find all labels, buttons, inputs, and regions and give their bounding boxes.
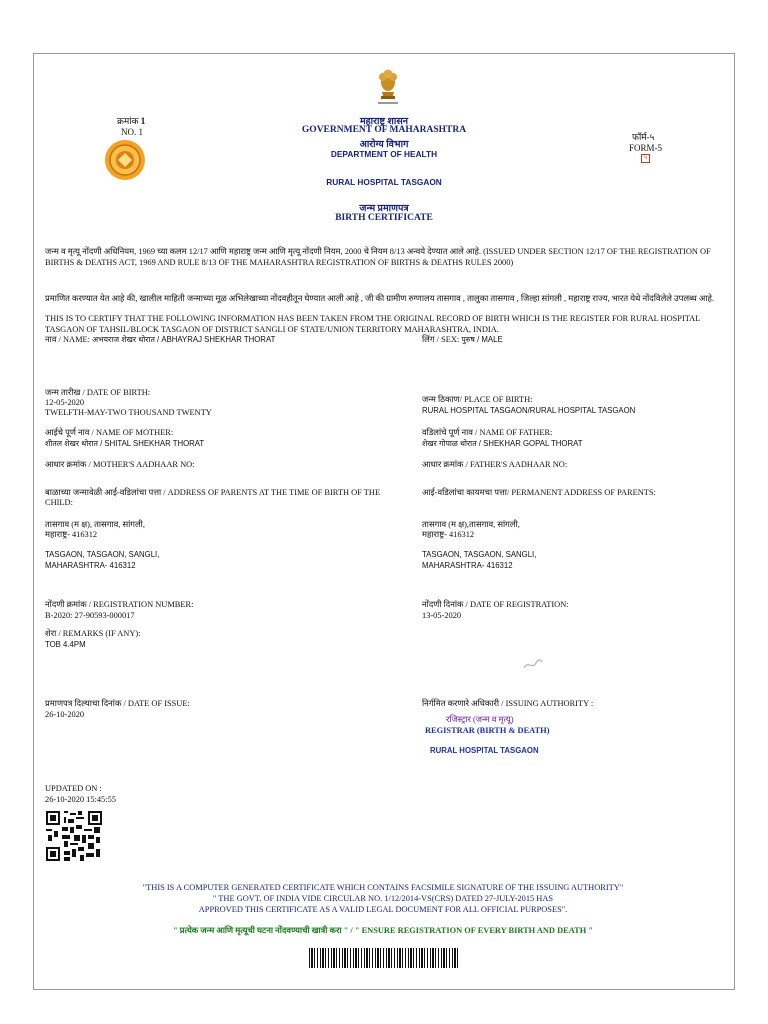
- name-value: अभयराज शेखर थोरात / ABHAYRAJ SHEKHAR THORAT: [92, 335, 276, 344]
- dob-value: 12-05-2020: [45, 398, 85, 407]
- address-time-en-2: MAHARASHTRA- 416312: [45, 561, 136, 570]
- registrar-title: REGISTRAR (BIRTH & DEATH): [425, 726, 550, 735]
- form-mark: ५: [643, 155, 648, 161]
- dept-title: DEPARTMENT OF HEALTH: [330, 149, 438, 159]
- father-value: शेखर गोपाळ थोरात / SHEKHAR GOPAL THORAT: [422, 439, 583, 448]
- address-perm-label: आई-वडिलांचा कायमचा पत्ता/ PERMANENT ADDRESS OF PARENTS:: [422, 488, 656, 497]
- marathi-govt: महाराष्ट्र शासन: [359, 117, 409, 127]
- footer-line-2: " THE GOVT. OF INDIA VIDE CIRCULAR NO. 1/12/2014-VS(CRS) DATED 27-JULY-2015 HAS: [212, 894, 554, 903]
- krmank-block: [117, 116, 145, 127]
- address-time-marathi-2: महाराष्ट्र- 416312: [45, 530, 98, 539]
- slogan-marathi: " प्रत्येक जन्म आणि मृत्यूची घटना नोंदवण्याची खात्री करा " /: [173, 926, 353, 935]
- mother-aadhaar-label: आधार क्रमांक / MOTHER'S AADHAAR NO:: [45, 460, 195, 469]
- hospital-title: RURAL HOSPITAL TASGAON: [326, 177, 442, 187]
- updated-value: 26-10-2020 15:45:55: [45, 795, 116, 804]
- marathi-dept: आरोग्य विभाग: [359, 140, 409, 150]
- address-perm-en-2: MAHARASHTRA- 416312: [422, 561, 513, 570]
- updated-label: UPDATED ON :: [45, 784, 102, 793]
- reg-date-label: नोंदणी दिनांक / DATE OF REGISTRATION:: [422, 600, 569, 609]
- authority-hospital: RURAL HOSPITAL TASGAON: [430, 746, 539, 755]
- father-label: वडिलांचे पूर्ण नाव / NAME OF FATHER:: [422, 428, 553, 437]
- sex-label: लिंग / SEX:: [422, 335, 460, 344]
- pob-value: RURAL HOSPITAL TASGAON/RURAL HOSPITAL TASGAON: [422, 406, 636, 415]
- issued-english-start: (ISSUED: [483, 247, 516, 256]
- pob-label: जन्म ठिकाण/ PLACE OF BIRTH:: [422, 395, 533, 404]
- registrar-marathi: रजिस्ट्रार (जन्म व मृत्यू): [446, 715, 514, 724]
- issued-paragraph: [45, 247, 720, 268]
- marathi-cert-title: जन्म प्रमाणपत्र: [359, 204, 409, 214]
- sex-field: [422, 335, 503, 345]
- dob-label: जन्म तारीख / DATE OF BIRTH:: [45, 388, 151, 397]
- sex-value: पुरुष / MALE: [461, 335, 503, 344]
- footer-line-1: "THIS IS A COMPUTER GENERATED CERTIFICATE WHICH CONTAINS FACSIMILE SIGNATURE OF THE ISSUING AUTHORITY": [142, 883, 624, 892]
- address-perm-marathi-1: तासगाव (म क्ष),तासगाव, सांगली,: [422, 520, 520, 529]
- father-aadhaar-label: आधार क्रमांक / FATHER'S AADHAAR NO:: [422, 460, 568, 469]
- slogan-english: " ENSURE REGISTRATION OF EVERY BIRTH AND DEATH ": [354, 926, 593, 935]
- dob-words: TWELFTH-MAY-TWO THOUSAND TWENTY: [45, 408, 212, 417]
- footer-line-3: APPROVED THIS CERTIFICATE AS A VALID LEGAL DOCUMENT FOR ALL OFFICIAL PURPOSES".: [198, 905, 568, 914]
- signature-mark-icon: [522, 658, 544, 672]
- footer-slogan: [45, 926, 721, 936]
- certify-english: THIS IS TO CERTIFY THAT THE FOLLOWING INFORMATION HAS BEEN TAKEN FROM THE ORIGINAL RECORD OF BIRTH WHICH IS THE REGISTER FOR RURAL HOSPITAL TASGAON OF TAHSIL/BLOCK TASGAON OF DISTRICT SANGLI OF STATE/UNION TERRITORY MAHARASHTRA, INDIA.: [45, 314, 701, 334]
- address-time-en-1: TASGAON, TASGAON, SANGLI,: [45, 550, 160, 559]
- issue-date-value: 26-10-2020: [45, 710, 85, 719]
- address-time-label: बाळाच्या जन्मावेळी आई-वडिलांचा पत्ता / ADDRESS OF PARENTS AT THE TIME OF BIRTH OF THE CHILD:: [45, 488, 381, 507]
- govt-title: GOVERNMENT OF MAHARASHTRA: [301, 125, 467, 135]
- cert-title: BIRTH CERTIFICATE: [335, 213, 433, 223]
- reg-number-value: B-2020: 27-90593-000017: [45, 611, 135, 620]
- name-label: नाव / NAME:: [45, 335, 90, 344]
- cert-number: NO. 1: [121, 127, 143, 137]
- mother-value: शीतल शेखर थोरात / SHITAL SHEKHAR THORAT: [45, 439, 205, 448]
- issued-english: UNDER SECTION 12/17 OF THE REGISTRATION OF BIRTHS & DEATHS ACT, 1969 AND RULE 8/13 OF THE MAHARASHTRA REGISTRATION OF BIRTHS & DEATHS RULES 2000): [45, 247, 711, 267]
- issue-date-label: प्रमाणपत्र दिल्याचा दिनांक / DATE OF ISSUE:: [45, 699, 190, 708]
- certify-marathi: प्रमाणित करण्यात येत आहे की, खालील माहिती जन्माच्या मूळ अभिलेखाच्या नोंदवहीतून घेण्यात आली आहे , जी की ग्रामीण रुग्णालय तासगाव , तालुका तासगाव , जिल्हा सांगली , महाराष्ट्र राज्य, भारत येथे नोंदविलेले उपलब्ध आहे.: [45, 294, 715, 303]
- krmank-label: क्रमांक: [117, 116, 139, 126]
- national-emblem-icon: [372, 66, 404, 106]
- qr-code-icon: [46, 811, 102, 861]
- krmank-number: 1: [140, 116, 146, 126]
- barcode-icon: [309, 948, 459, 968]
- form-marathi: फॉर्म-५: [632, 132, 655, 142]
- issued-marathi: जन्म व मृत्यू नोंदणी अधिनियम, 1969 च्या कलम 12/17 आणि महाराष्ट्र जन्म आणि मृत्यू नोंदणी नियम, 2000 चे नियम 8/13 अन्वये देण्यात आले आहे.: [45, 247, 482, 256]
- form-label: FORM-5: [629, 143, 663, 153]
- authority-label: निर्गमित करणारे अधिकारी / ISSUING AUTHORITY :: [422, 699, 594, 708]
- address-perm-marathi-2: महाराष्ट्र- 416312: [422, 530, 475, 539]
- name-field: [45, 335, 275, 345]
- remarks-value: TOB 4.4PM: [45, 640, 86, 649]
- address-perm-en-1: TASGAON, TASGAON, SANGLI,: [422, 550, 537, 559]
- reg-date-value: 13-05-2020: [422, 611, 462, 620]
- reg-number-label: नोंदणी क्रमांक / REGISTRATION NUMBER:: [45, 600, 194, 609]
- form-mark-box: [641, 154, 650, 163]
- mother-label: आईचे पूर्ण नाव / NAME OF MOTHER:: [45, 428, 174, 437]
- maharashtra-seal-icon: [103, 138, 147, 182]
- address-time-marathi-1: तासगाव (म क्ष), तासगाव, सांगली,: [45, 520, 145, 529]
- remarks-label: शेरा / REMARKS (IF ANY):: [45, 629, 141, 638]
